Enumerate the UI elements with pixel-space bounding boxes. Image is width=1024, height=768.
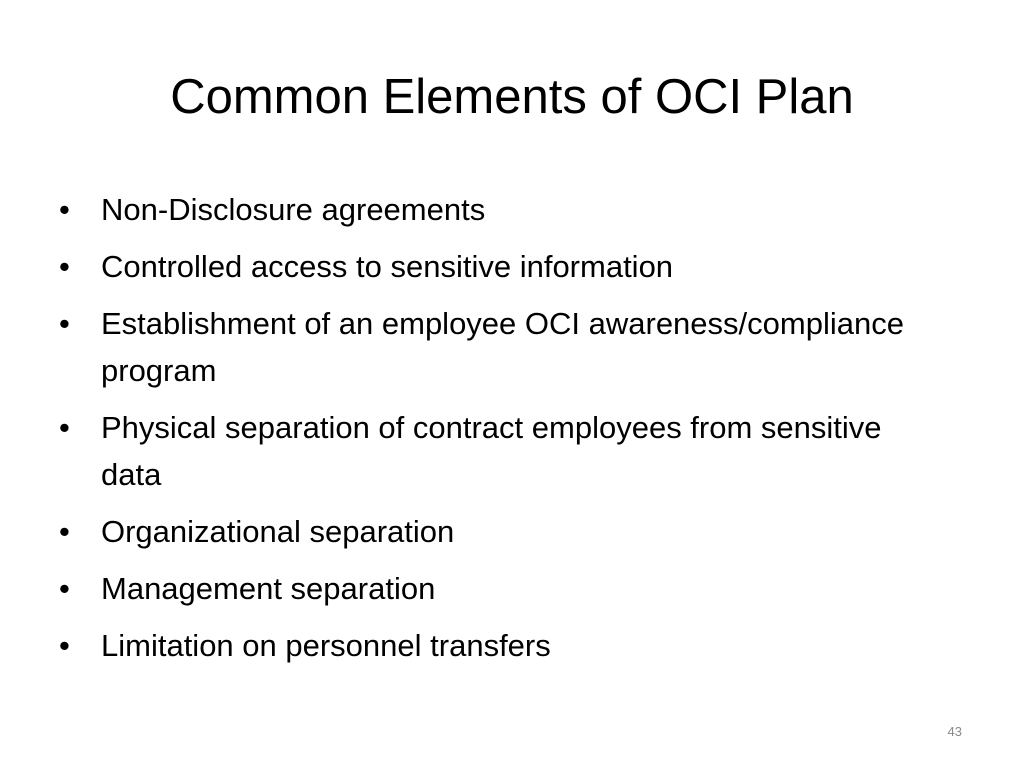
list-item xyxy=(56,186,916,233)
bullet-icon: • xyxy=(59,249,70,284)
bullet-icon: • xyxy=(59,306,70,341)
bullet-text: Management separation xyxy=(101,571,436,606)
bullet-text: Physical separation of contract employees from sensitive data xyxy=(101,410,882,492)
bullet-icon: • xyxy=(59,514,70,549)
bullet-icon: • xyxy=(59,628,70,663)
slide-title: Common Elements of OCI Plan xyxy=(170,70,854,124)
bullet-text: Limitation on personnel transfers xyxy=(101,628,551,663)
list-item xyxy=(56,508,916,555)
bullet-text: Organizational separation xyxy=(101,514,455,549)
list-item xyxy=(56,300,916,394)
bullet-icon: • xyxy=(59,571,70,606)
list-item xyxy=(56,243,916,290)
bullet-text: Establishment of an employee OCI awareness/compliance program xyxy=(101,306,904,388)
slide-number: 43 xyxy=(947,724,962,739)
list-item xyxy=(56,565,916,612)
bullet-text: Controlled access to sensitive information xyxy=(101,249,674,284)
list-item xyxy=(56,622,916,669)
bullet-list xyxy=(56,186,916,679)
list-item xyxy=(56,404,916,498)
bullet-text: Non-Disclosure agreements xyxy=(101,192,486,227)
bullet-icon: • xyxy=(59,192,70,227)
bullet-icon: • xyxy=(59,410,70,445)
